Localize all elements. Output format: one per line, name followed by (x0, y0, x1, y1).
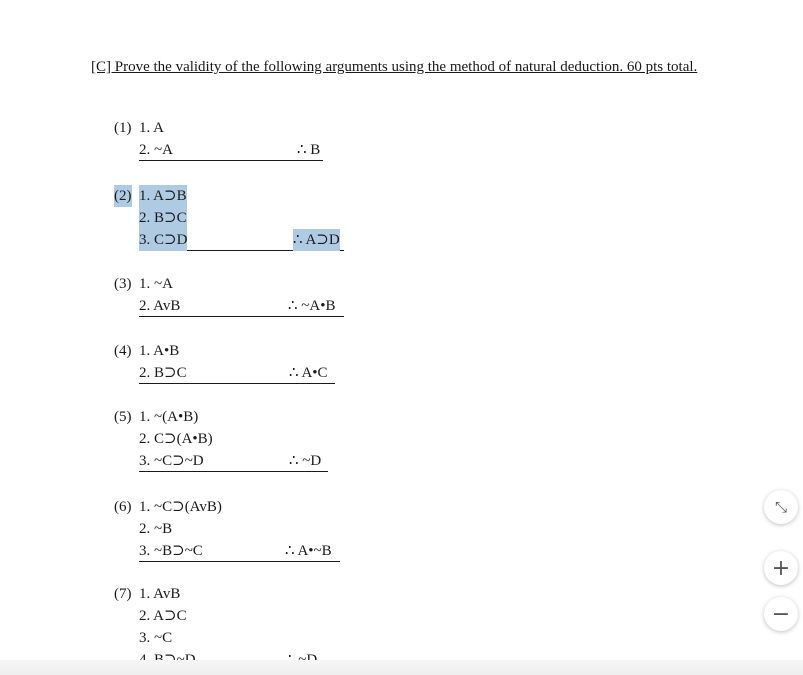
premise-line: 1. A (139, 120, 165, 136)
premise-line: 3. ~B⊃~C (139, 543, 203, 559)
final-premise-row (139, 139, 323, 161)
final-premise-row (139, 229, 344, 251)
problem-number: (1) (114, 120, 132, 136)
conclusion: ∴ A•C (289, 365, 328, 381)
premise-line: 1. A•B (139, 343, 180, 359)
premise-line: 2. C⊃(A•B) (139, 431, 213, 447)
premise-line: 1. ~(A•B) (139, 409, 199, 425)
premise-line: 1. A⊃B (139, 185, 187, 207)
plus-icon: + (771, 555, 791, 581)
conclusion: ∴ B (297, 142, 321, 158)
premise-line: 1. ~A (139, 276, 173, 292)
final-premise-row (139, 540, 340, 562)
zoom-out-button[interactable] (764, 597, 798, 631)
premise-line: 3. ~C (139, 630, 173, 646)
zoom-in-button[interactable] (764, 551, 798, 585)
premise-line: 2. ~A (139, 142, 173, 158)
minus-icon: − (771, 601, 791, 627)
bottom-edge-bar (0, 660, 803, 675)
problem-number: (5) (114, 409, 132, 425)
section-heading: [C] Prove the validity of the following arguments using the method of natural deduction. 60 pts total. (91, 59, 698, 75)
problem-number: (7) (114, 586, 132, 602)
conclusion: ∴ A⊃D (293, 229, 340, 251)
final-premise-row (139, 295, 344, 317)
premise-line: 2. AvB (139, 298, 181, 314)
premise-line: 3. ~C⊃~D (139, 453, 204, 469)
final-premise-row (139, 450, 328, 472)
problem-number: (6) (114, 499, 132, 515)
fit-page-button[interactable] (764, 490, 798, 524)
premise-line: 2. ~B (139, 521, 173, 537)
premise-line: 2. A⊃C (139, 608, 187, 624)
conclusion: ∴ A•~B (285, 543, 332, 559)
problem-number: (4) (114, 343, 132, 359)
conclusion: ∴ ~A•B (288, 298, 336, 314)
problem-number: (2) (114, 185, 132, 207)
premise-line: 2. B⊃C (139, 365, 187, 381)
conclusion: ∴ ~D (289, 453, 322, 469)
premise-line: 3. C⊃D (139, 229, 187, 251)
premise-line: 1. AvB (139, 586, 181, 602)
final-premise-row (139, 362, 335, 384)
premise-line: 1. ~C⊃(AvB) (139, 499, 222, 515)
exit-fullscreen-icon: ⤡ (774, 498, 787, 516)
premise-line: 2. B⊃C (139, 207, 187, 229)
problem-number: (3) (114, 276, 132, 292)
